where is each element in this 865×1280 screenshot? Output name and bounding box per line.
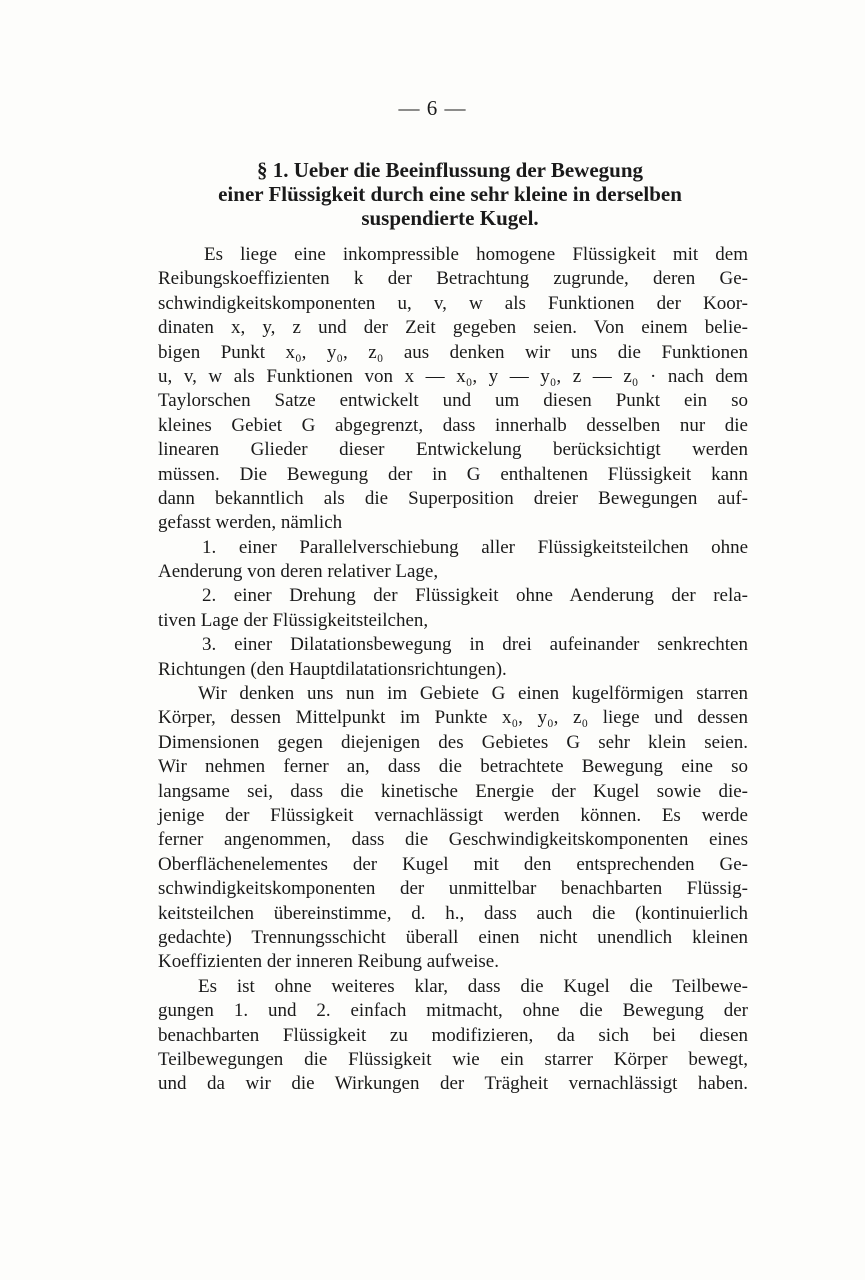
heading-line-2: einer Flüssigkeit durch eine sehr kleine in derselben — [218, 182, 682, 206]
text-line: 3. einer Dilatationsbewegung in drei aufeinander senkrechten — [202, 634, 748, 656]
body-text — [158, 243, 748, 1097]
text-line: Körper, dessen Mittelpunkt im Punkte x₀, y₀, z₀ liege und dessen — [158, 707, 748, 729]
section-heading — [150, 158, 750, 230]
text-line: 1. einer Parallelverschiebung aller Flüssigkeitsteilchen ohne — [202, 536, 748, 558]
text-line: jenige der Flüssigkeit vernachlässigt werden können. Es werde — [158, 804, 748, 826]
text-line: tiven Lage der Flüssigkeitsteilchen, — [158, 609, 429, 631]
text-line: linearen Glieder dieser Entwickelung berücksichtigt werden — [158, 439, 748, 461]
text-line: langsame sei, dass die kinetische Energie der Kugel sowie die- — [158, 780, 748, 802]
text-line: gefasst werden, nämlich — [158, 512, 343, 534]
heading-line-3: suspendierte Kugel. — [361, 206, 539, 230]
text-line: Oberflächenelementes der Kugel mit den entsprechenden Ge- — [158, 853, 748, 875]
text-line: gungen 1. und 2. einfach mitmacht, ohne die Bewegung der — [158, 1000, 748, 1022]
text-line: Wir nehmen ferner an, dass die betrachtete Bewegung eine so — [158, 756, 748, 778]
text-line: Reibungskoeffizienten k der Betrachtung zugrunde, deren Ge- — [158, 268, 748, 290]
text-line: benachbarten Flüssigkeit zu modifizieren, da sich bei diesen — [158, 1024, 748, 1046]
text-line: müssen. Die Bewegung der in G enthaltenen Flüssigkeit kann — [158, 463, 748, 485]
text-line: Es ist ohne weiteres klar, dass die Kugel die Teilbewe- — [198, 975, 748, 997]
text-line: keitsteilchen übereinstimme, d. h., dass auch die (kontinuierlich — [158, 902, 748, 924]
text-line: und da wir die Wirkungen der Trägheit vernachlässigt haben. — [158, 1073, 748, 1095]
text-line: Taylorschen Satze entwickelt und um diesen Punkt ein so — [158, 390, 748, 412]
text-line: Koeffizienten der inneren Reibung aufweise. — [158, 951, 499, 973]
text-line: ferner angenommen, dass die Geschwindigkeitskomponenten eines — [158, 829, 748, 851]
text-line: u, v, w als Funktionen von x — x₀, y — y₀, z — z₀ · nach dem — [158, 365, 748, 387]
page-number: — 6 — — [398, 96, 467, 120]
heading-line-1: § 1. Ueber die Beeinflussung der Bewegung — [257, 158, 643, 182]
text-line: Dimensionen gegen diejenigen des Gebietes G sehr klein seien. — [158, 731, 748, 753]
text-line: Aenderung von deren relativer Lage, — [158, 561, 439, 583]
text-line: kleines Gebiet G abgegrenzt, dass innerhalb desselben nur die — [158, 414, 748, 436]
text-line: gedachte) Trennungsschicht überall einen nicht unendlich kleinen — [158, 926, 748, 948]
text-line: dinaten x, y, z und der Zeit gegeben seien. Von einem belie- — [158, 317, 748, 339]
text-line: schwindigkeitskomponenten der unmittelbar benachbarten Flüssig- — [158, 878, 748, 900]
text-line: dann bekanntlich als die Superposition dreier Bewegungen auf- — [158, 487, 748, 509]
text-line: schwindigkeitskomponenten u, v, w als Funktionen der Koor- — [158, 292, 748, 314]
text-line: Richtungen (den Hauptdilatationsrichtungen). — [158, 658, 507, 680]
text-line: bigen Punkt x₀, y₀, z₀ aus denken wir uns die Funktionen — [158, 341, 748, 363]
text-line: Teilbewegungen die Flüssigkeit wie ein starrer Körper bewegt, — [158, 1048, 748, 1070]
text-line: 2. einer Drehung der Flüssigkeit ohne Aenderung der rela- — [202, 585, 748, 607]
text-line: Wir denken uns nun im Gebiete G einen kugelförmigen starren — [198, 683, 748, 705]
text-line: Es liege eine inkompressible homogene Flüssigkeit mit dem — [204, 244, 748, 265]
